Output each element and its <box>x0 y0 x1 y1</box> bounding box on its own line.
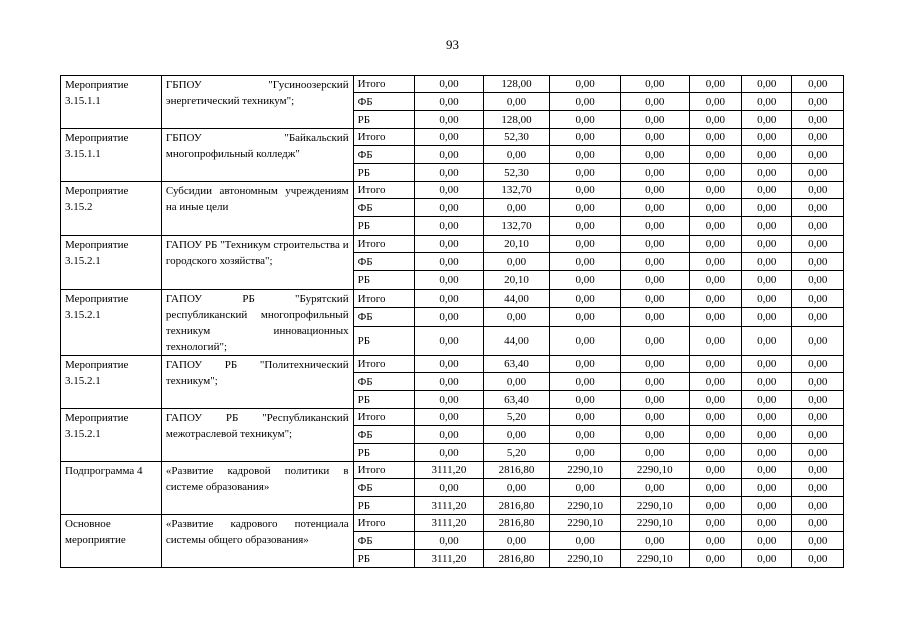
funding-source-cell: Итого <box>353 182 415 199</box>
amount-cell: 0,00 <box>689 373 741 391</box>
amount-cell: 0,00 <box>415 93 484 111</box>
amount-cell: 0,00 <box>415 129 484 146</box>
amount-cell: 0,00 <box>483 308 550 327</box>
amount-cell: 0,00 <box>792 373 844 391</box>
page-number: 93 <box>446 37 459 52</box>
amount-cell: 0,00 <box>689 515 741 532</box>
amount-cell: 0,00 <box>620 409 689 426</box>
amount-cell: 2816,80 <box>483 550 550 568</box>
activity-name-cell: Мероприятие 3.15.1.1 <box>61 129 162 182</box>
amount-cell: 0,00 <box>792 146 844 164</box>
amount-cell: 0,00 <box>620 76 689 93</box>
amount-cell: 132,70 <box>483 182 550 199</box>
amount-cell: 0,00 <box>689 111 741 129</box>
amount-cell: 52,30 <box>483 164 550 182</box>
amount-cell: 0,00 <box>550 409 621 426</box>
amount-cell: 0,00 <box>742 182 792 199</box>
amount-cell: 2816,80 <box>483 497 550 515</box>
amount-cell: 0,00 <box>689 308 741 327</box>
funding-source-cell: РБ <box>353 217 415 236</box>
amount-cell: 0,00 <box>792 93 844 111</box>
amount-cell: 0,00 <box>742 308 792 327</box>
funding-source-cell: Итого <box>353 236 415 253</box>
amount-cell: 0,00 <box>415 236 484 253</box>
table-row <box>61 462 844 479</box>
amount-cell: 0,00 <box>550 444 621 462</box>
amount-cell: 0,00 <box>620 356 689 373</box>
amount-cell: 0,00 <box>792 532 844 550</box>
amount-cell: 0,00 <box>483 426 550 444</box>
amount-cell: 0,00 <box>550 308 621 327</box>
amount-cell: 0,00 <box>483 93 550 111</box>
amount-cell: 0,00 <box>742 479 792 497</box>
amount-cell: 0,00 <box>550 327 621 356</box>
amount-cell: 0,00 <box>689 217 741 236</box>
amount-cell: 132,70 <box>483 217 550 236</box>
amount-cell: 0,00 <box>550 217 621 236</box>
amount-cell: 0,00 <box>792 356 844 373</box>
amount-cell: 0,00 <box>742 164 792 182</box>
amount-cell: 0,00 <box>792 515 844 532</box>
amount-cell: 0,00 <box>550 373 621 391</box>
activity-name-cell: Мероприятие 3.15.2.1 <box>61 409 162 462</box>
amount-cell: 0,00 <box>483 532 550 550</box>
amount-cell: 0,00 <box>689 146 741 164</box>
amount-cell: 0,00 <box>792 236 844 253</box>
table-row <box>61 409 844 426</box>
amount-cell: 0,00 <box>792 479 844 497</box>
funding-source-cell: РБ <box>353 327 415 356</box>
funding-source-cell: РБ <box>353 550 415 568</box>
funding-source-cell: ФБ <box>353 426 415 444</box>
amount-cell: 0,00 <box>550 479 621 497</box>
amount-cell: 2816,80 <box>483 515 550 532</box>
amount-cell: 0,00 <box>620 217 689 236</box>
amount-cell: 0,00 <box>620 271 689 290</box>
amount-cell: 0,00 <box>742 236 792 253</box>
amount-cell: 0,00 <box>415 182 484 199</box>
amount-cell: 0,00 <box>415 199 484 217</box>
amount-cell: 0,00 <box>792 182 844 199</box>
funding-source-cell: ФБ <box>353 253 415 271</box>
amount-cell: 0,00 <box>620 93 689 111</box>
amount-cell: 0,00 <box>550 356 621 373</box>
amount-cell: 0,00 <box>792 550 844 568</box>
amount-cell: 0,00 <box>550 236 621 253</box>
amount-cell: 0,00 <box>689 164 741 182</box>
amount-cell: 5,20 <box>483 444 550 462</box>
executor-cell: «Развитие кадровой политики в системе образования» <box>161 462 353 515</box>
amount-cell: 0,00 <box>742 129 792 146</box>
amount-cell: 0,00 <box>483 146 550 164</box>
funding-source-cell: ФБ <box>353 479 415 497</box>
funding-source-cell: ФБ <box>353 199 415 217</box>
funding-source-cell: Итого <box>353 76 415 93</box>
amount-cell: 0,00 <box>415 217 484 236</box>
amount-cell: 0,00 <box>792 327 844 356</box>
amount-cell: 0,00 <box>689 391 741 409</box>
executor-cell: Субсидии автономным учреждениям на иные цели <box>161 182 353 236</box>
amount-cell: 0,00 <box>415 409 484 426</box>
amount-cell: 2290,10 <box>550 515 621 532</box>
funding-source-cell: РБ <box>353 391 415 409</box>
amount-cell: 0,00 <box>415 146 484 164</box>
amount-cell: 0,00 <box>689 479 741 497</box>
amount-cell: 20,10 <box>483 236 550 253</box>
amount-cell: 0,00 <box>792 76 844 93</box>
amount-cell: 0,00 <box>689 550 741 568</box>
amount-cell: 0,00 <box>550 111 621 129</box>
executor-cell: ГАПОУ РБ "Республиканский межотраслевой техникум"; <box>161 409 353 462</box>
activity-name-cell: Основное мероприятие <box>61 515 162 568</box>
amount-cell: 63,40 <box>483 391 550 409</box>
amount-cell: 0,00 <box>620 426 689 444</box>
amount-cell: 0,00 <box>742 532 792 550</box>
amount-cell: 2290,10 <box>550 497 621 515</box>
amount-cell: 3111,20 <box>415 515 484 532</box>
executor-cell: ГБПОУ "Байкальский многопрофильный колледж" <box>161 129 353 182</box>
amount-cell: 0,00 <box>689 497 741 515</box>
funding-source-cell: ФБ <box>353 308 415 327</box>
amount-cell: 0,00 <box>689 532 741 550</box>
amount-cell: 0,00 <box>620 253 689 271</box>
amount-cell: 0,00 <box>742 550 792 568</box>
amount-cell: 0,00 <box>620 290 689 308</box>
amount-cell: 2290,10 <box>620 550 689 568</box>
amount-cell: 0,00 <box>792 462 844 479</box>
activity-name-cell: Мероприятие 3.15.2.1 <box>61 356 162 409</box>
amount-cell: 0,00 <box>792 164 844 182</box>
activity-name-cell: Мероприятие 3.15.2.1 <box>61 236 162 290</box>
amount-cell: 0,00 <box>689 290 741 308</box>
funding-source-cell: Итого <box>353 129 415 146</box>
amount-cell: 0,00 <box>689 76 741 93</box>
amount-cell: 0,00 <box>792 290 844 308</box>
amount-cell: 0,00 <box>415 253 484 271</box>
amount-cell: 0,00 <box>415 164 484 182</box>
amount-cell: 0,00 <box>620 146 689 164</box>
amount-cell: 0,00 <box>742 111 792 129</box>
amount-cell: 0,00 <box>689 426 741 444</box>
amount-cell: 0,00 <box>620 164 689 182</box>
amount-cell: 0,00 <box>792 444 844 462</box>
budget-table <box>60 75 844 568</box>
amount-cell: 0,00 <box>742 426 792 444</box>
amount-cell: 2290,10 <box>550 462 621 479</box>
amount-cell: 0,00 <box>742 327 792 356</box>
amount-cell: 0,00 <box>415 271 484 290</box>
table-row <box>61 290 844 308</box>
amount-cell: 2290,10 <box>620 497 689 515</box>
amount-cell: 0,00 <box>742 93 792 111</box>
amount-cell: 3111,20 <box>415 550 484 568</box>
amount-cell: 0,00 <box>689 444 741 462</box>
amount-cell: 0,00 <box>620 236 689 253</box>
amount-cell: 0,00 <box>689 327 741 356</box>
amount-cell: 0,00 <box>550 391 621 409</box>
amount-cell: 0,00 <box>550 146 621 164</box>
amount-cell: 0,00 <box>689 236 741 253</box>
amount-cell: 0,00 <box>689 462 741 479</box>
amount-cell: 2816,80 <box>483 462 550 479</box>
amount-cell: 0,00 <box>742 253 792 271</box>
amount-cell: 0,00 <box>415 479 484 497</box>
funding-source-cell: ФБ <box>353 146 415 164</box>
amount-cell: 0,00 <box>689 356 741 373</box>
amount-cell: 0,00 <box>792 199 844 217</box>
funding-source-cell: ФБ <box>353 532 415 550</box>
amount-cell: 0,00 <box>550 93 621 111</box>
activity-name-cell: Мероприятие 3.15.1.1 <box>61 76 162 129</box>
funding-source-cell: Итого <box>353 290 415 308</box>
amount-cell: 0,00 <box>792 129 844 146</box>
amount-cell: 0,00 <box>792 409 844 426</box>
activity-name-cell: Мероприятие 3.15.2.1 <box>61 290 162 356</box>
amount-cell: 0,00 <box>742 199 792 217</box>
amount-cell: 44,00 <box>483 290 550 308</box>
amount-cell: 0,00 <box>415 426 484 444</box>
amount-cell: 0,00 <box>792 253 844 271</box>
amount-cell: 2290,10 <box>620 515 689 532</box>
funding-source-cell: Итого <box>353 462 415 479</box>
amount-cell: 0,00 <box>792 426 844 444</box>
funding-source-cell: РБ <box>353 111 415 129</box>
executor-cell: ГАПОУ РБ "Политехнический техникум"; <box>161 356 353 409</box>
amount-cell: 0,00 <box>689 199 741 217</box>
funding-source-cell: Итого <box>353 515 415 532</box>
amount-cell: 0,00 <box>742 409 792 426</box>
amount-cell: 0,00 <box>620 444 689 462</box>
amount-cell: 0,00 <box>483 479 550 497</box>
amount-cell: 0,00 <box>742 290 792 308</box>
amount-cell: 0,00 <box>742 76 792 93</box>
amount-cell: 0,00 <box>792 271 844 290</box>
amount-cell: 0,00 <box>620 532 689 550</box>
table-row <box>61 236 844 253</box>
amount-cell: 0,00 <box>415 308 484 327</box>
amount-cell: 0,00 <box>742 391 792 409</box>
amount-cell: 0,00 <box>415 373 484 391</box>
executor-cell: ГАПОУ РБ "Техникум строительства и городского хозяйства"; <box>161 236 353 290</box>
amount-cell: 0,00 <box>550 271 621 290</box>
amount-cell: 0,00 <box>550 129 621 146</box>
amount-cell: 0,00 <box>689 253 741 271</box>
funding-source-cell: Итого <box>353 356 415 373</box>
table-row <box>61 356 844 373</box>
amount-cell: 0,00 <box>620 129 689 146</box>
table-row <box>61 182 844 199</box>
amount-cell: 20,10 <box>483 271 550 290</box>
amount-cell: 0,00 <box>550 532 621 550</box>
amount-cell: 0,00 <box>483 199 550 217</box>
executor-cell: ГБПОУ "Гусиноозерский энергетический техникум"; <box>161 76 353 129</box>
amount-cell: 0,00 <box>689 271 741 290</box>
amount-cell: 0,00 <box>415 327 484 356</box>
amount-cell: 2290,10 <box>620 462 689 479</box>
funding-source-cell: ФБ <box>353 373 415 391</box>
executor-cell: «Развитие кадрового потенциала системы общего образования» <box>161 515 353 568</box>
amount-cell: 0,00 <box>620 199 689 217</box>
amount-cell: 0,00 <box>742 146 792 164</box>
amount-cell: 0,00 <box>620 111 689 129</box>
amount-cell: 0,00 <box>689 182 741 199</box>
amount-cell: 0,00 <box>415 444 484 462</box>
amount-cell: 0,00 <box>550 253 621 271</box>
amount-cell: 0,00 <box>792 217 844 236</box>
amount-cell: 0,00 <box>550 290 621 308</box>
amount-cell: 0,00 <box>689 409 741 426</box>
amount-cell: 0,00 <box>415 356 484 373</box>
amount-cell: 0,00 <box>550 76 621 93</box>
amount-cell: 0,00 <box>792 391 844 409</box>
funding-source-cell: РБ <box>353 164 415 182</box>
amount-cell: 0,00 <box>742 271 792 290</box>
amount-cell: 0,00 <box>620 182 689 199</box>
funding-source-cell: РБ <box>353 444 415 462</box>
amount-cell: 0,00 <box>620 373 689 391</box>
funding-source-cell: РБ <box>353 271 415 290</box>
amount-cell: 0,00 <box>792 111 844 129</box>
amount-cell: 0,00 <box>742 373 792 391</box>
amount-cell: 3111,20 <box>415 462 484 479</box>
amount-cell: 44,00 <box>483 327 550 356</box>
amount-cell: 0,00 <box>742 497 792 515</box>
amount-cell: 0,00 <box>415 532 484 550</box>
amount-cell: 0,00 <box>483 373 550 391</box>
amount-cell: 0,00 <box>742 217 792 236</box>
activity-name-cell: Подпрограмма 4 <box>61 462 162 515</box>
activity-name-cell: Мероприятие 3.15.2 <box>61 182 162 236</box>
amount-cell: 0,00 <box>742 515 792 532</box>
amount-cell: 5,20 <box>483 409 550 426</box>
funding-source-cell: ФБ <box>353 93 415 111</box>
amount-cell: 0,00 <box>415 391 484 409</box>
amount-cell: 128,00 <box>483 111 550 129</box>
amount-cell: 0,00 <box>792 308 844 327</box>
amount-cell: 0,00 <box>550 199 621 217</box>
table-row <box>61 515 844 532</box>
amount-cell: 52,30 <box>483 129 550 146</box>
amount-cell: 3111,20 <box>415 497 484 515</box>
amount-cell: 0,00 <box>792 497 844 515</box>
executor-cell: ГАПОУ РБ "Бурятский республиканский многопрофильный техникум инновационных технологий"; <box>161 290 353 356</box>
amount-cell: 0,00 <box>620 479 689 497</box>
funding-source-cell: Итого <box>353 409 415 426</box>
amount-cell: 0,00 <box>742 444 792 462</box>
amount-cell: 128,00 <box>483 76 550 93</box>
amount-cell: 0,00 <box>550 426 621 444</box>
amount-cell: 0,00 <box>415 290 484 308</box>
amount-cell: 0,00 <box>689 93 741 111</box>
amount-cell: 0,00 <box>550 164 621 182</box>
amount-cell: 0,00 <box>620 308 689 327</box>
amount-cell: 0,00 <box>550 182 621 199</box>
funding-source-cell: РБ <box>353 497 415 515</box>
amount-cell: 0,00 <box>415 76 484 93</box>
amount-cell: 2290,10 <box>550 550 621 568</box>
table-body <box>61 76 844 568</box>
amount-cell: 0,00 <box>620 327 689 356</box>
amount-cell: 0,00 <box>689 129 741 146</box>
amount-cell: 63,40 <box>483 356 550 373</box>
table-row <box>61 76 844 93</box>
amount-cell: 0,00 <box>742 462 792 479</box>
amount-cell: 0,00 <box>742 356 792 373</box>
amount-cell: 0,00 <box>620 391 689 409</box>
amount-cell: 0,00 <box>483 253 550 271</box>
table-row <box>61 129 844 146</box>
amount-cell: 0,00 <box>415 111 484 129</box>
